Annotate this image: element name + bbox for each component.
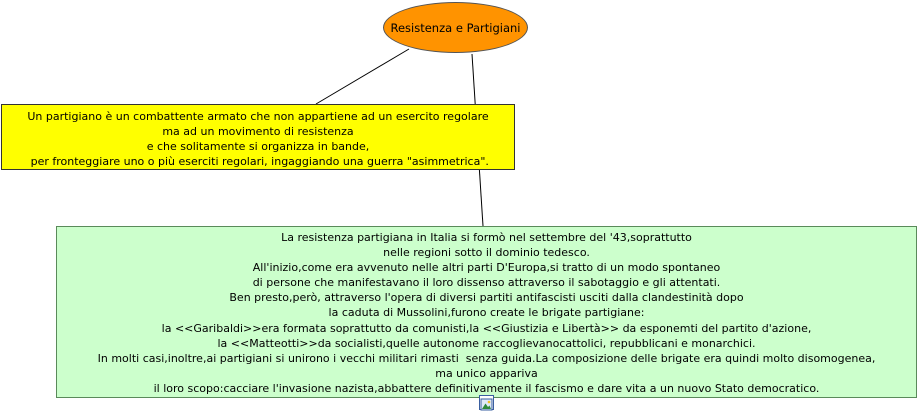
title-node[interactable] [383,2,528,53]
definition-node[interactable] [1,104,515,170]
history-line: la <<Garibaldi>>era formata soprattutto da comunisti,la <<Giustizia e Libertà>> da esponemti del partito d'azione, [161,321,812,335]
image-icon-graphic [480,398,493,411]
history-line: ma unico appariva [435,366,538,380]
history-line: In molti casi,inoltre,ai partigiani si unirono i vecchi militari rimasti senza guida.La composizione delle brigate era quindi molto disomogenea, [97,351,876,365]
history-line: la caduta di Mussolini,furono create le brigate partigiane: [328,306,645,320]
history-line: La resistenza partigiana in Italia si formò nel settembre del '43,soprattutto [281,231,692,244]
history-line: nelle regioni sotto il dominio tedesco. [383,246,590,260]
history-line: Ben presto,però, attraverso l'opera di diversi partiti antifascisti usciti dalla clandestinità dopo [229,291,744,305]
definition-line: Un partigiano è un combattente armato che non appartiene ad un esercito regolare [27,110,489,123]
image-icon[interactable] [479,395,494,410]
definition-line: e che solitamente si organizza in bande, [146,140,370,153]
connector-title-to-definition [316,49,409,104]
definition-line: per fronteggiare uno o più eserciti regolari, ingaggiando una guerra "asimmetrica". [27,155,489,168]
history-line: la <<Matteotti>>da socialisti,quelle autonome raccoglievanocattolici, repubblicani e monarchici. [217,336,756,350]
history-node[interactable] [56,226,917,398]
history-line: di persone che manifestavano il loro dissenso attraverso il sabotaggio e gli attentati. [252,276,721,290]
definition-line: ma ad un movimento di resistenza [162,125,354,138]
history-line: il loro scopo:cacciare l'invasione nazista,abbattere definitivamente il fascismo e dare vita a un nuovo Stato democratico. [153,381,820,395]
title-node-label: Resistenza e Partigiani [390,20,521,35]
history-line: All'inizio,come era avvenuto nelle altri parti D'Europa,si tratto di un modo spontaneo [252,261,721,275]
